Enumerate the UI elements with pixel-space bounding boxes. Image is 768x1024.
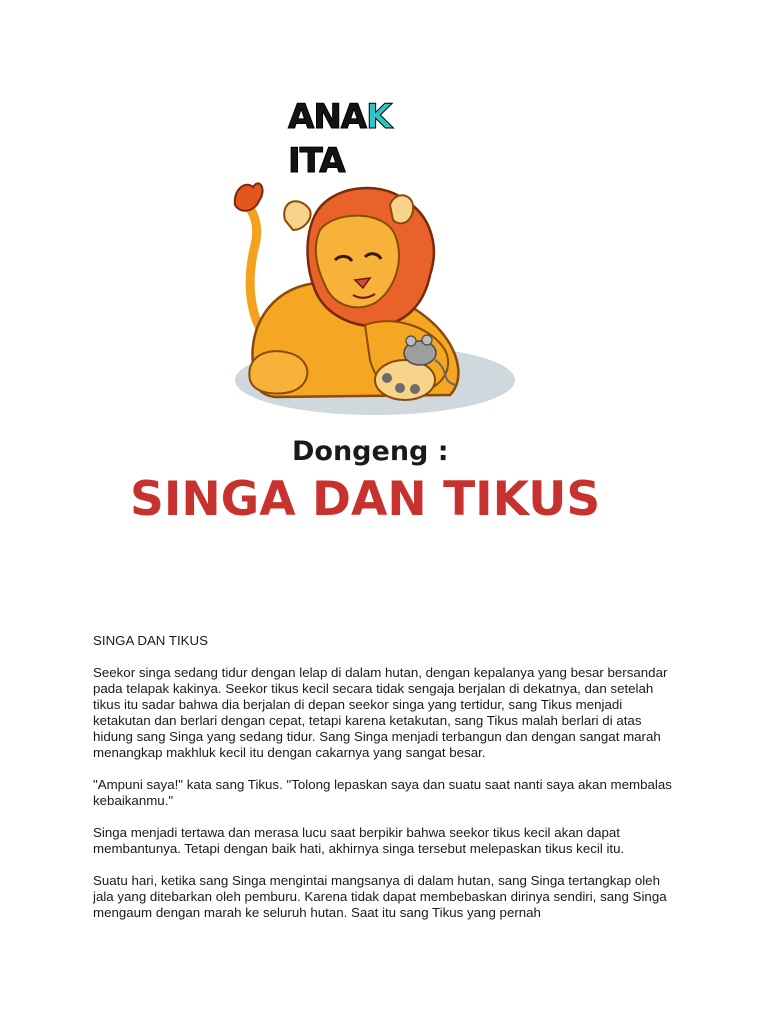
logo-text-accent: K [366, 97, 392, 137]
cover-subtitle: Dongeng : [292, 436, 449, 467]
story-paragraph: Suatu hari, ketika sang Singa mengintai mangsanya di dalam hutan, sang Singa tertangkap oleh jala yang ditebarkan oleh pemburu. Karena tidak dapat membebaskan dirinya sendiri, sang Singa mengaum dengan marah ke seluruh hutan. Saat itu sang Tikus yang pernah [93, 873, 667, 920]
lion-ear-left [284, 201, 310, 230]
anakita-logo [288, 95, 438, 181]
story-body [93, 633, 683, 937]
story-heading: SINGA DAN TIKUS [93, 633, 209, 648]
logo-text-part1: ANA [288, 97, 367, 137]
cover-title: SINGA DAN TIKUS [130, 472, 601, 527]
story-paragraph: "Ampuni saya!" kata sang Tikus. "Tolong lepaskan saya dan suatu saat nanti saya akan membalas kebaikanmu." [93, 777, 672, 808]
lion-tail-tuft [235, 183, 263, 210]
story-paragraph: Singa menjadi tertawa dan merasa lucu saat berpikir bahwa seekor tikus kecil akan dapat membantunya. Tetapi dengan baik hati, akhirnya singa tersebut melepaskan tikus kecil itu. [93, 825, 625, 856]
lion-ear-right [390, 195, 413, 223]
lion-back-leg [249, 351, 307, 393]
lion-and-mouse-illustration [215, 175, 515, 435]
story-paragraph: Seekor singa sedang tidur dengan lelap di dalam hutan, dengan kepalanya yang besar bersandar pada telapak kakinya. Seekor tikus kecil secara tidak sengaja berjalan di dekatnya, dan setelah tikus itu sadar bahwa dia berjalan di depan seekor singa yang tertidur, sang Tikus menjadi ketakutan dan berlari dengan cepat, tetapi karena ketakutan, sang Tikus malah berlari di atas hidung sang Singa yang sedang tidur. Sang Singa menjadi terbangun dan dengan sangat marah menangkap makhluk kecil itu dengan cakarnya yang sangat besar. [93, 665, 668, 760]
logo-text-part2: ITA [288, 141, 345, 181]
